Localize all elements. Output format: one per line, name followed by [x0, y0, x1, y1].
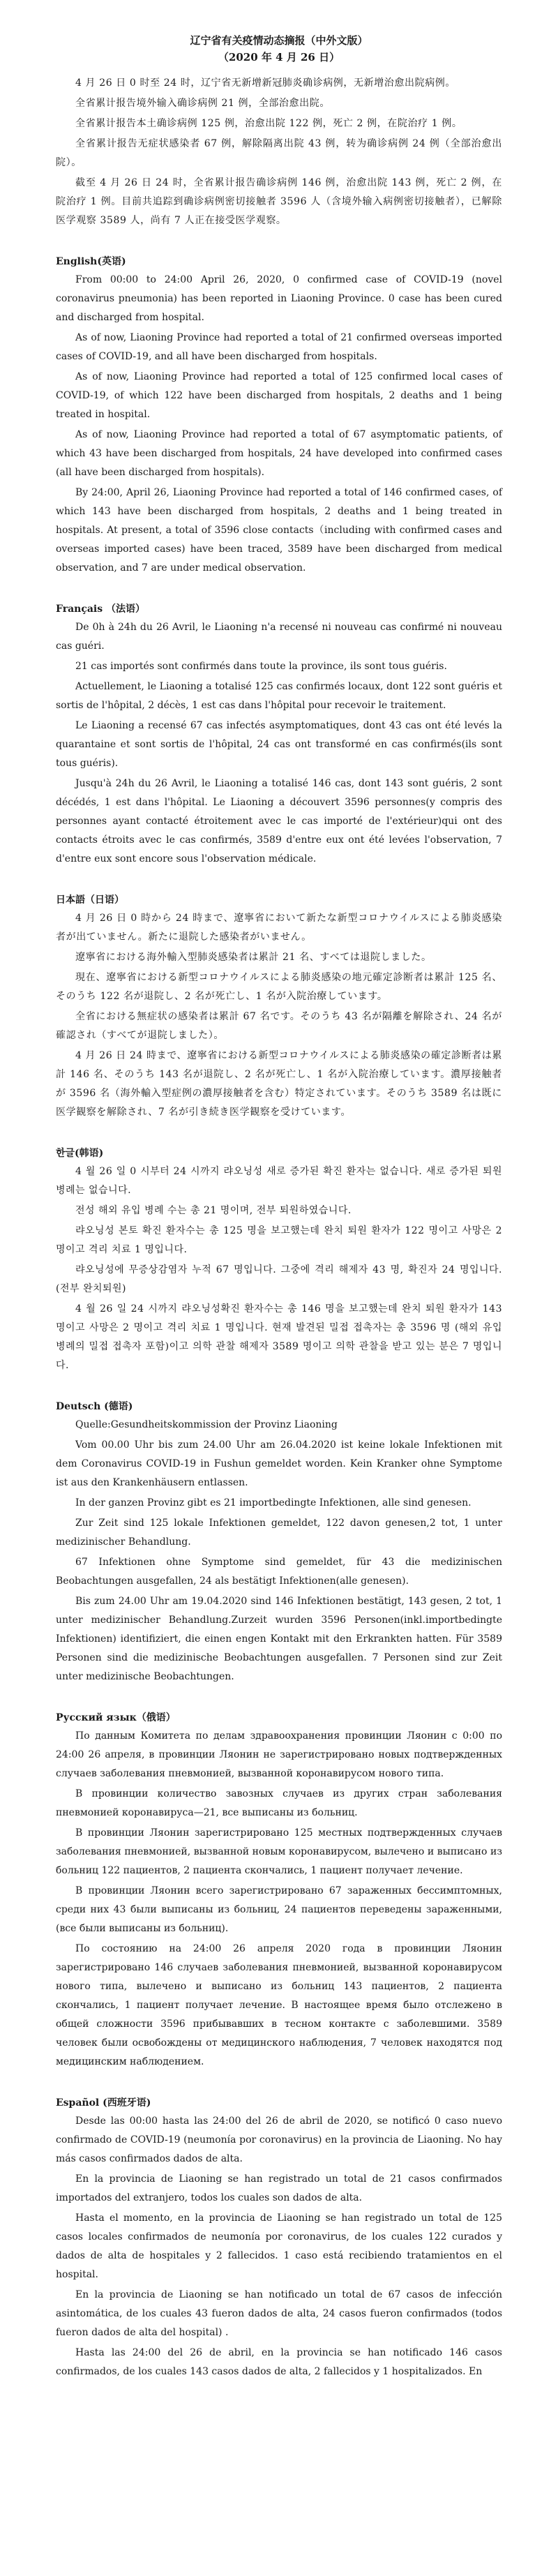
paragraph: 全省累计报告境外输入确诊病例 21 例，全部治愈出院。	[75, 98, 330, 109]
section-heading-russian: Русский язык（俄语）	[56, 1712, 176, 1723]
section-heading-korean: 한글(韩语)	[56, 1148, 104, 1159]
section-korean	[56, 1144, 502, 1375]
paragraph: 全省累计报告本土确诊病例 125 例，治愈出院 122 例，死亡 2 例，在院治疗 1 例。	[75, 118, 462, 129]
paragraph: Actuellement, le Liaoning a totalisé 125 cas confirmés locaux, dont 122 sont guéris et sortis de l'hôpital, 2 décès, 1 est cas dans l'hôpital pour recevoir le traitement.	[56, 681, 502, 711]
paragraph: В провинции количество завозных случаев из других стран заболевания пневмонией коронавируса—21, все выписаны из больниц.	[56, 1788, 502, 1818]
paragraph: 67 Infektionen ohne Symptome sind gemeldet, für 43 die medizinischen Beobachtungen ausgefallen, 24 als bestätigt Infektionen(alle genesen).	[56, 1557, 502, 1587]
paragraph: As of now, Liaoning Province had reported a total of 67 asymptomatic patients, of which 43 have been discharged from hospitals, 24 have developed into confirmed cases (all have been discharged from hospitals).	[56, 429, 502, 478]
paragraph: As of now, Liaoning Province had reported a total of 125 confirmed local cases of COVID-19, of which 122 have been discharged from hospitals, 2 deaths and 1 being treated in hospital.	[56, 371, 502, 420]
document-title: 辽宁省有关疫情动态摘报（中外文版）	[190, 34, 368, 47]
section-heading-german: Deutsch (德语)	[56, 1401, 133, 1412]
paragraph: Hasta el momento, en la provincia de Liaoning se han registrado un total de 125 casos locales confirmados de neumonía por coronavirus, de los cuales 122 curados y dados de alta de hospitales y 2 fallecidos. 1 caso está recibiendo tratamientos en el hospital.	[56, 2212, 502, 2280]
section-spanish	[56, 2094, 502, 2381]
paragraph: 21 cas importés sont confirmés dans toute la province, ils sont tous guéris.	[75, 661, 447, 672]
paragraph: En la provincia de Liaoning se han notificado un total de 67 casos de infección asintomática, de los cuales 43 fueron dados de alta, 24 casos fueron confirmados (todos fueron dados de alta del hospital) .	[56, 2289, 502, 2338]
paragraph: Desde las 00:00 hasta las 24:00 del 26 de abril de 2020, se notificó 0 caso nuevo confirmado de COVID-19 (neumonía por coronavirus) en la provincia de Liaoning. No hay más casos confirmados dados de alta.	[56, 2116, 502, 2164]
document-page	[56, 0, 502, 2381]
paragraph: 截至 4 月 26 日 24 时，全省累计报告确诊病例 146 例，治愈出院 143 例，死亡 2 例，在院治疗 1 例。目前共追踪到确诊病例密切接触者 3596 人（含境外输入病例密切接触者），已解除医学观察 3589 人，尚有 7 人正在接受医学观察。	[56, 177, 502, 226]
paragraph: Hasta las 24:00 del 26 de abril, en la provincia se han notificado 146 casos confirmados, de los cuales 143 casos dados de alta, 2 fallecidos y 1 hospitalizados. En	[56, 2347, 502, 2377]
paragraph: Le Liaoning a recensé 67 cas infectés asymptomatiques, dont 43 cas ont été levés la quarantaine et sont sortis de l'hôpital, 24 cas ont transformé en cas confirmés(ils sont tous guéris).	[56, 720, 502, 769]
paragraph: En la provincia de Liaoning se han registrado un total de 21 casos confirmados importados del extranjero, todos los cuales son dados de alta.	[56, 2173, 502, 2203]
paragraph: 現在、遼寧省における新型コロナウイルスによる肺炎感染の地元確定診断者は累計 125 名、そのうち 122 名が退院し、2 名が死亡し、1 名が入院治療しています。	[56, 972, 502, 1002]
section-heading-french: Français （法语）	[56, 604, 145, 615]
paragraph: As of now, Liaoning Province had reported a total of 21 confirmed overseas imported cases of COVID-19, and all have been discharged from hospitals.	[56, 332, 502, 362]
section-english	[56, 253, 502, 578]
section-french	[56, 600, 502, 869]
section-chinese	[56, 74, 502, 230]
paragraph: 全省における無症状の感染者は累計 67 名です。そのうち 43 名が隔離を解除され、24 名が確認され（すべてが退院しました）。	[56, 1011, 502, 1041]
section-heading-english: English(英语)	[56, 256, 126, 267]
paragraph: 4 월 26 일 0 시부터 24 시까지 랴오닝성 새로 증가된 확진 환자는 없습니다. 새로 증가된 퇴원 병례는 없습니다.	[56, 1166, 502, 1196]
section-russian	[56, 1709, 502, 2072]
section-heading-japanese: 日本語（日语）	[56, 894, 124, 906]
paragraph: In der ganzen Provinz gibt es 21 importbedingte Infektionen, alle sind genesen.	[75, 1497, 472, 1508]
paragraph: 4 월 26 일 24 시까지 랴오닝성확진 환자수는 총 146 명을 보고했는데 완치 퇴원 환자가 143 명이고 사망은 2 명이고 격리 치료 1 명입니다. 현재 발견된 밀접 접촉자는 총 3596 명 (해외 유입 병례의 밀접 접촉자 포함)이고 의학 관찰 해제자 3589 명이고 의학 관찰을 받고 있는 분은 7 명입니다.	[56, 1303, 502, 1371]
paragraph: По состоянию на 24:00 26 апреля 2020 года в провинции Ляонин зарегистрировано 146 случаев заболевания пневмонией, вызванной коронавирусом нового типа, вылечено и выписано из больниц 143 пациентов, 2 пациента скончались, 1 пациент получает лечение. В настоящее время было отслежено в общей сложности 3596 прибывавших в тесном контакте с заболевшими. 3589 человек были освобождены от медицинского наблюдения, 7 человек находятся под медицинским наблюдением.	[56, 1943, 502, 2067]
paragraph: Zur Zeit sind 125 lokale Infektionen gemeldet, 122 davon genesen,2 tot, 1 unter medizinischer Behandlung.	[56, 1518, 502, 1548]
paragraph: Vom 00.00 Uhr bis zum 24.00 Uhr am 26.04.2020 ist keine lokale Infektionen mit dem Coronavirus COVID-19 in Fushun gemeldet worden. Kein Kranker ohne Symptome ist aus den Krankenhäusern entlassen.	[56, 1439, 502, 1488]
paragraph: De 0h à 24h du 26 Avril, le Liaoning n'a recensé ni nouveau cas confirmé ni nouveau cas guéri.	[56, 622, 502, 652]
paragraph: По данным Комитета по делам здравоохранения провинции Ляонин с 0:00 по 24:00 26 апреля, в провинции Ляонин не зарегистрировано новых подтвержденных случаев заболевания пневмонией, вызванной коронавирусом нового типа.	[56, 1730, 502, 1779]
paragraph: 4 月 26 日 0 時から 24 時まで、遼寧省において新たな新型コロナウイルスによる肺炎感染者が出ていません。新たに退院した感染者がいません。	[56, 913, 502, 943]
section-japanese	[56, 891, 502, 1122]
section-german	[56, 1398, 502, 1686]
paragraph: 랴오닝성에 무증상감염자 누적 67 명입니다. 그중에 격리 해제자 43 명, 확진자 24 명입니다. (전부 완치퇴원)	[56, 1264, 502, 1294]
document-date: （2020 年 4 月 26 日）	[218, 51, 340, 63]
paragraph: 랴오닝성 본토 확진 환자수는 총 125 명을 보고했는데 완치 퇴원 환자가 122 명이고 사망은 2 명이고 격리 치료 1 명입니다.	[56, 1225, 502, 1255]
paragraph: By 24:00, April 26, Liaoning Province had reported a total of 146 confirmed cases, of which 143 have been discharged from hospitals, 2 deaths and 1 being treated in hospitals. At present, a total of 3596 close contacts（including with confirmed cases and overseas imported cases) have been traced, 3589 have been discharged from medical observation, and 7 are under medical observation.	[56, 487, 502, 574]
section-heading-spanish: Español (西班牙语)	[56, 2097, 151, 2109]
paragraph: Jusqu'à 24h du 26 Avril, le Liaoning a totalisé 146 cas, dont 143 sont guéris, 2 sont décédés, 1 est dans l'hôpital. Le Liaoning a découvert 3596 personnes(y compris des personnes ayant contacté étroitement avec le cas importé de l'extérieur)qui ont des contacts étroits avec le cas confirmés, 3589 d'entre eux ont été levées l'observation, 7 d'entre eux sont encore sous l'observation médicale.	[56, 778, 502, 864]
paragraph: В провинции Ляонин зарегистрировано 125 местных подтвержденных случаев заболевания пневмонией, вызванной новым коронавирусом, вылечено и выписано из больниц 122 пациентов, 2 пациента скончались, 1 пациент получает лечение.	[56, 1827, 502, 1876]
paragraph: 4 月 26 日 24 時まで、遼寧省における新型コロナウイルスによる肺炎感染の確定診断者は累計 146 名、そのうち 143 名が退院し、2 名が死亡し、1 名が入院治療しています。濃厚接触者が 3596 名（海外輸入型症例の濃厚接触者を含む）特定されています。そのうち 3589 名は既に医学観察を解除され、7 名が引き続き医学観察を受けています。	[56, 1050, 502, 1118]
paragraph: 遼寧省における海外輸入型肺炎感染者は累計 21 名、すべては退院しました。	[75, 952, 432, 963]
paragraph: 全省累计报告无症状感染者 67 例，解除隔离出院 43 例，转为确诊病例 24 例（全部治愈出院）。	[56, 138, 502, 168]
source-line: Quelle:Gesundheitskommission der Provinz Liaoning	[75, 1419, 338, 1430]
paragraph: 4 月 26 日 0 时至 24 时，辽宁省无新增新冠肺炎确诊病例，无新增治愈出院病例。	[75, 77, 455, 89]
paragraph: From 00:00 to 24:00 April 26, 2020, 0 confirmed case of COVID-19 (novel coronavirus pneumonia) has been reported in Liaoning Province. 0 case has been cured and discharged from hospital.	[56, 274, 502, 323]
paragraph: В провинции Ляонин всего зарегистрировано 67 зараженных бессимптомных, среди них 43 были выписаны из больниц, 24 пациентов переведены зараженными, (все были выписаны из больниц).	[56, 1885, 502, 1934]
paragraph: 전성 해외 유입 병례 수는 총 21 명이며, 전부 퇴원하였습니다.	[75, 1205, 352, 1216]
paragraph: Bis zum 24.00 Uhr am 19.04.2020 sind 146 Infektionen bestätigt, 143 gesen, 2 tot, 1 unter medizinischer Behandlung.Zurzeit wurden 3596 Personen(inkl.importbedingte Infektionen) identifiziert, die einen engen Kontakt mit den Erkrankten hatten. Für 3589 Personen sind die medizinische Beobachtungen ausgefallen. 7 Personen sind zur Zeit unter medizinische Beobachtungen.	[56, 1596, 502, 1682]
